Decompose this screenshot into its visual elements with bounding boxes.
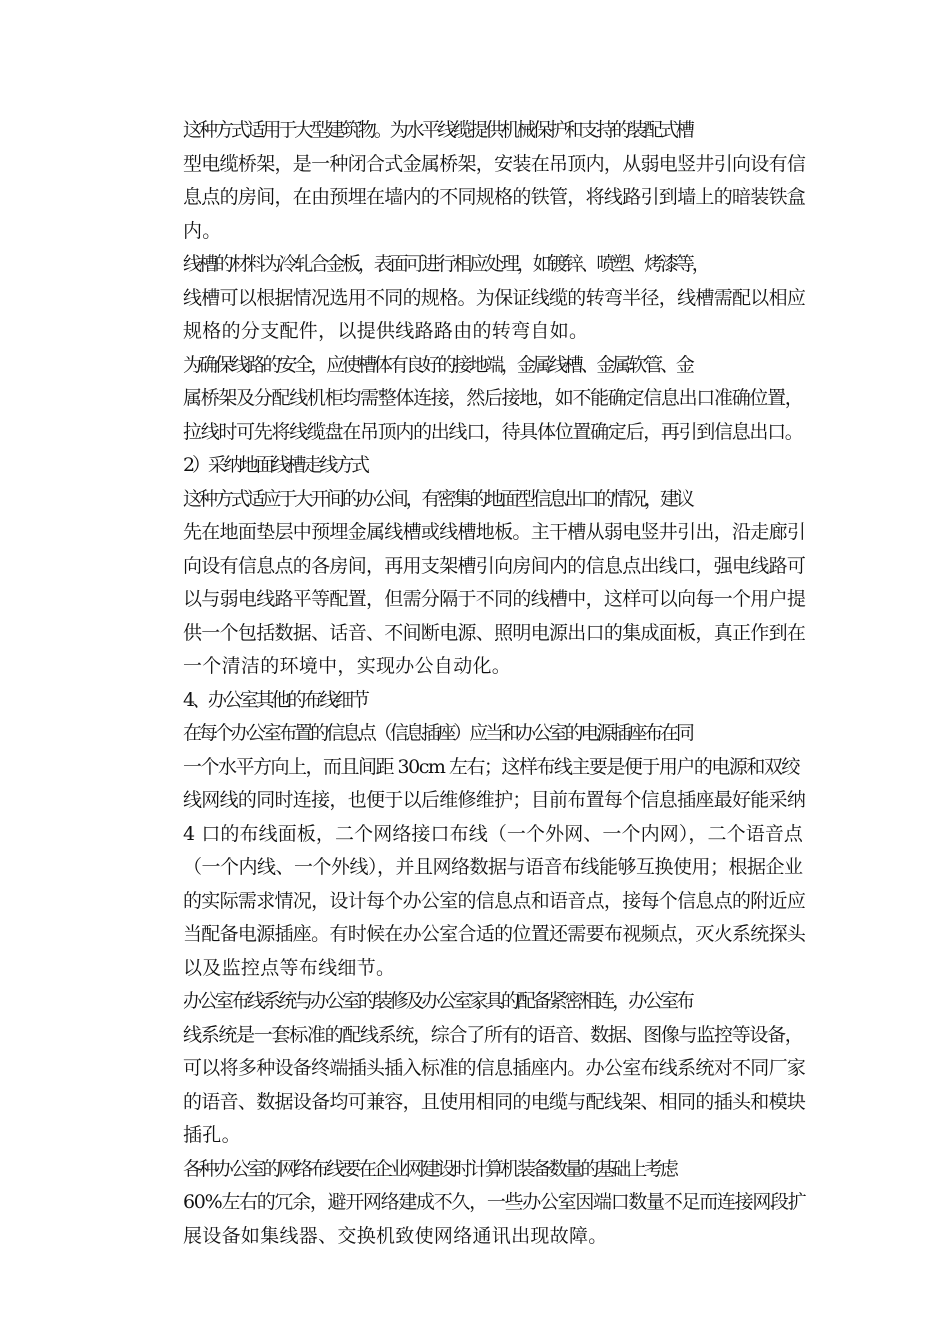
body-paragraph — [145, 985, 805, 1153]
text-line: 线系统是一套标准的配线系统，综合了所有的语音、数据、图像与监控等设备， — [183, 1023, 803, 1046]
text-line: 内。 — [183, 219, 222, 242]
text-line: 规格的分支配件，以提供线路路由的转弯自如。 — [183, 320, 589, 342]
text-line: （一个内线、一个外线），并且网络数据与语音布线能够互换使用；根据企业 — [183, 856, 803, 878]
text-line: 线网线的同时连接，也便于以后维修维护；目前布置每个信息插座最好能采纳 — [183, 789, 806, 811]
text-line: 一个水平方向上，而且间距 30cm 左右；这样布线主要是便于用户的电源和双绞 — [183, 755, 799, 778]
text-line: 型电缆桥架，是一种闭合式金属桥架，安装在吊顶内，从弱电竖井引向设有信 — [183, 152, 806, 175]
text-line: 先在地面垫层中预埋金属线槽或线槽地板。主干槽从弱电竖井引出，沿走廊引 — [183, 521, 806, 543]
text-line: 这种方式适应于大开间的办公间，有密集的地面型信息出口的情况，建议 — [183, 487, 692, 510]
body-paragraph — [145, 114, 805, 248]
text-line: 息点的房间，在由预埋在墙内的不同规格的铁管，将线路引到墙上的暗装铁盒 — [183, 186, 806, 208]
text-line: 一个清洁的环境中，实现办公自动化。 — [183, 655, 512, 677]
text-line: 各种办公室的网络布线要在企业网建设时计算机装备数量的基础上考虑 — [183, 1157, 676, 1180]
text-line: 插孔。 — [183, 1124, 241, 1146]
text-line: 供一个包括数据、话音、不间断电源、照明电源出口的集成面板，真正作到在 — [183, 621, 806, 644]
text-line: 办公室布线系统与办公室的装修及办公室家具的配备紧密相连，办公室布 — [183, 990, 692, 1012]
section-heading — [145, 449, 805, 483]
text-line: 以与弱电线路平等配置，但需分隔于不同的线槽中，这样可以向每一个用户提 — [183, 588, 806, 610]
text-line: 的语音、数据设备均可兼容，且使用相同的电缆与配线架、相同的插头和模块 — [183, 1090, 806, 1113]
text-line: 属桥架及分配线机柜均需整体连接，然后接地，如不能确定信息出口准确位置， — [183, 387, 803, 409]
body-paragraph — [145, 1153, 805, 1254]
body-paragraph — [145, 717, 805, 985]
document-body — [145, 114, 805, 1253]
text-line: 向设有信息点的各房间，再用支架槽引向房间内的信息点出线口，强电线路可 — [183, 554, 806, 577]
text-line: 60%左右的冗余，避开网络建成不久，一些办公室因端口数量不足而连接网段扩 — [183, 1191, 806, 1213]
text-line: 拉线时可先将线缆盘在吊顶内的出线口，待具体位置确定后，再引到信息出口。 — [183, 420, 803, 443]
text-line: 当配备电源插座。有时候在办公室合适的位置还需要布视频点，灭火系统探头 — [183, 923, 806, 945]
text-line: 线槽的材料为冷轧合金板，表面可进行相应处理，如镀锌、喷塑、烤漆等， — [183, 253, 708, 275]
text-line: 的实际需求情况，设计每个办公室的信息点和语音点，接每个信息点的附近应 — [183, 889, 806, 912]
body-paragraph — [145, 349, 805, 450]
section-heading — [145, 684, 805, 718]
text-line: 4、办公室其他的布线细节 — [183, 688, 367, 711]
text-line: 线槽可以根据情况选用不同的规格。为保证线缆的转弯半径，线槽需配以相应 — [183, 286, 806, 309]
body-paragraph — [145, 248, 805, 349]
text-line: 4 口的布线面板，二个网络接口布线（一个外网、一个内网），二个语音点 — [183, 822, 804, 845]
text-line: 在每个办公室布置的信息点（信息插座）应当和办公室的电源插座布在同 — [183, 722, 692, 744]
body-paragraph — [145, 483, 805, 684]
text-line: 以及监控点等布线细节。 — [183, 956, 396, 979]
text-line: 展设备如集线器、交换机致使网络通讯出现故障。 — [183, 1224, 608, 1247]
text-line: 为确保线路的安全，应使槽体有良好的接地端，金属线槽、金属软管、金 — [183, 353, 692, 376]
text-line: 可以将多种设备终端插头插入标准的信息插座内。办公室布线系统对不同厂家 — [183, 1057, 806, 1079]
text-line: 这种方式适用于大型建筑物。为水平线缆提供机械保护和支持的装配式槽 — [183, 119, 692, 141]
text-line: 2）采纳地面线槽走线方式 — [183, 454, 367, 476]
